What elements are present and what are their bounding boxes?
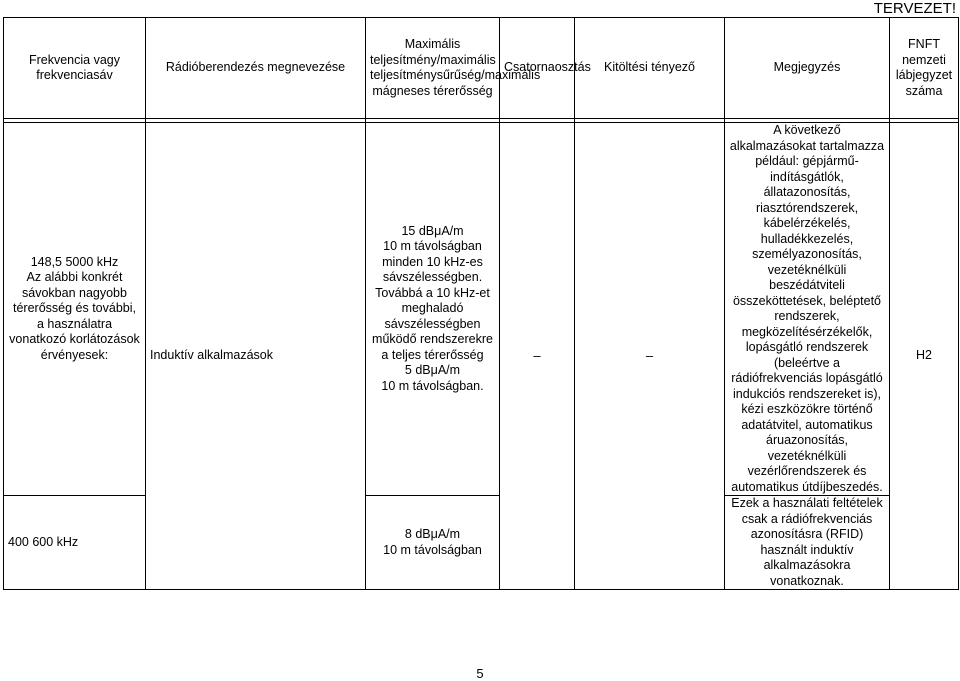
frequency-range: 148,5 5000 kHz — [30, 254, 119, 269]
table-header-row — [4, 18, 959, 119]
frequency-cell: 400 600 kHz — [4, 496, 146, 590]
frequency-table — [3, 17, 959, 590]
header-duty-cycle: Kitöltési tényező — [575, 18, 725, 119]
duty-cycle-cell: – — [575, 123, 725, 590]
max-power-line: 10 m távolságban minden 10 kHz-es sávszélességben. — [382, 239, 483, 285]
notes-cell: Ezek a használati feltételek csak a rádiófrekvenciás azonosításra (RFID) használt induktív alkalmazásokra vonatkoznak. — [725, 496, 890, 590]
max-power-line: 5 dBμA/m — [404, 363, 461, 378]
max-power-line: 15 dBμA/m — [401, 223, 464, 238]
max-power-line: 10 m távolságban — [383, 542, 482, 557]
channel-cell: – — [500, 123, 575, 590]
header-device-name: Rádióberendezés megnevezése — [146, 18, 366, 119]
header-frequency: Frekvencia vagy frekvenciasáv — [4, 18, 146, 119]
table-row — [4, 123, 959, 496]
notes-cell: A következő alkalmazásokat tartalmazza például: gépjármű-indításgátlók, állatazonosítás, riasztórendszerek, kábelérzékelés, hulladékkezelés, személyazonosítás, vezetéknélküli beszédátviteli összeköttetések, beléptető rendszerek, megközelítésérzékelők, lopásgátló rendszerek (beleértve a rádiófrekvenciás lopásgátló indukciós rendszereket is), kézi eszközökre történő adatátvitel, automatikus áruazonosítás, vezetéknélküli vezérlőrendszerek és automatikus útdíjbeszedés. — [725, 123, 890, 496]
page-number: 5 — [476, 666, 484, 681]
max-power-cell — [366, 496, 500, 590]
max-power-line: 10 m távolságban. — [381, 378, 484, 393]
frequency-cell — [4, 123, 146, 496]
device-name-cell: Induktív alkalmazások — [146, 123, 366, 590]
header-footnote: FNFT nemzeti lábjegyzet száma — [890, 18, 959, 119]
footnote-cell: H2 — [890, 123, 959, 590]
max-power-line: Továbbá a 10 kHz-et meghaladó sávszélességben működő rendszerekre a teljes térerősség — [372, 285, 493, 362]
max-power-line: 8 dBμA/m — [404, 527, 461, 541]
draft-label: TERVEZET! — [873, 0, 956, 17]
header-notes: Megjegyzés — [725, 18, 890, 119]
header-max-power: Maximális teljesítmény/maximális teljesítménysűrűség/maximális mágneses térerősség — [366, 18, 500, 119]
max-power-cell — [366, 123, 500, 496]
header-channel: Csatornaosztás — [500, 18, 575, 119]
frequency-note: Az alábbi konkrét sávokban nagyobb térerősség és további, a használatra vonatkozó korlátozások érvényesek: — [9, 270, 140, 362]
